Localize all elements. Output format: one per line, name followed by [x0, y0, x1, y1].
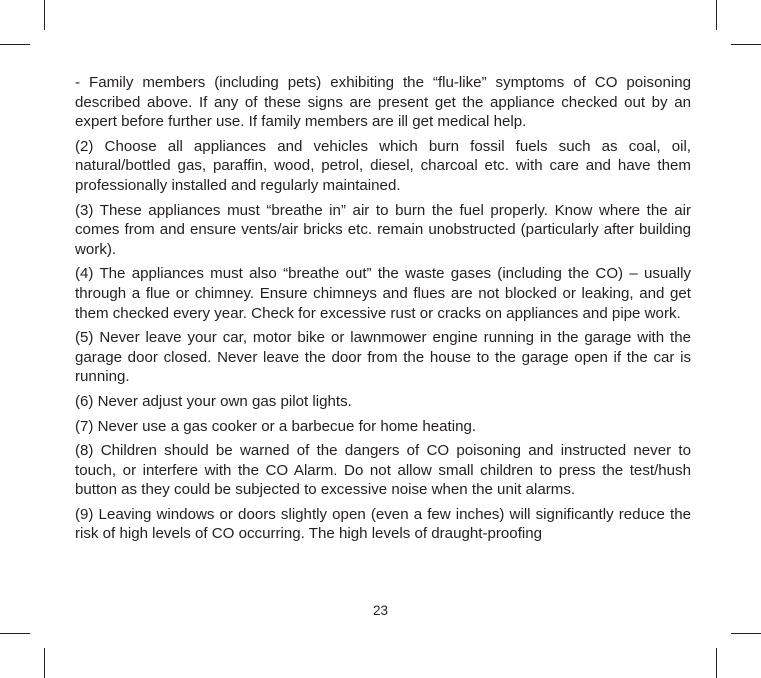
paragraph-3-breathe-in: (3) These appliances must “breathe in” air to burn the fuel properly. Know where the air comes from and ensure vents/air bricks etc. remain unobstructed (particularly after building work). [75, 201, 691, 258]
paragraph-2-choose-appliances: (2) Choose all appliances and vehicles which burn fossil fuels such as coal, oil, natural/bottled gas, paraffin, wood, petrol, diesel, charcoal etc. with care and have them professionally installed and regularly maintained. [75, 137, 691, 194]
paragraph-7-gas-cooker: (7) Never use a gas cooker or a barbecue for home heating. [75, 417, 477, 435]
crop-mark-bottom-left-vertical [44, 648, 45, 678]
paragraph-5-garage: (5) Never leave your car, motor bike or lawnmower engine running in the garage with the garage door closed. Never leave the door from the house to the garage open if the car is running. [75, 329, 691, 386]
paragraph-family-members: - Family members (including pets) exhibiting the “flu-like” symptoms of CO poisoning described above. If any of these signs are present get the appliance checked out by an expert before further use. If family members are ill get medical help. [75, 74, 691, 131]
crop-mark-bottom-left-horizontal [0, 633, 30, 634]
paragraph-6-pilot-lights: (6) Never adjust your own gas pilot lights. [75, 392, 352, 410]
paragraph-9-windows: (9) Leaving windows or doors slightly open (even a few inches) will significantly reduce the risk of high levels of CO occurring. The high levels of draught-proofing [75, 505, 691, 543]
crop-mark-top-left-horizontal [0, 44, 30, 45]
crop-mark-bottom-right-vertical [716, 648, 717, 678]
crop-mark-top-right-vertical [716, 0, 717, 30]
paragraph-8-children: (8) Children should be warned of the dangers of CO poisoning and instructed never to touch, or interfere with the CO Alarm. Do not allow small children to press the test/hush button as they could be subjected to excessive noise when the unit alarms. [75, 442, 691, 499]
crop-mark-bottom-right-horizontal [731, 633, 761, 634]
page-body [75, 73, 691, 549]
paragraph-4-breathe-out: (4) The appliances must also “breathe out” the waste gases (including the CO) – usually through a flue or chimney. Ensure chimneys and flues are not blocked or leaking, and get them checked every year. Check for excessive rust or cracks on appliances and pipe work. [75, 265, 691, 322]
crop-mark-top-right-horizontal [731, 44, 761, 45]
crop-mark-top-left-vertical [44, 0, 45, 30]
page-number: 23 [372, 603, 389, 618]
